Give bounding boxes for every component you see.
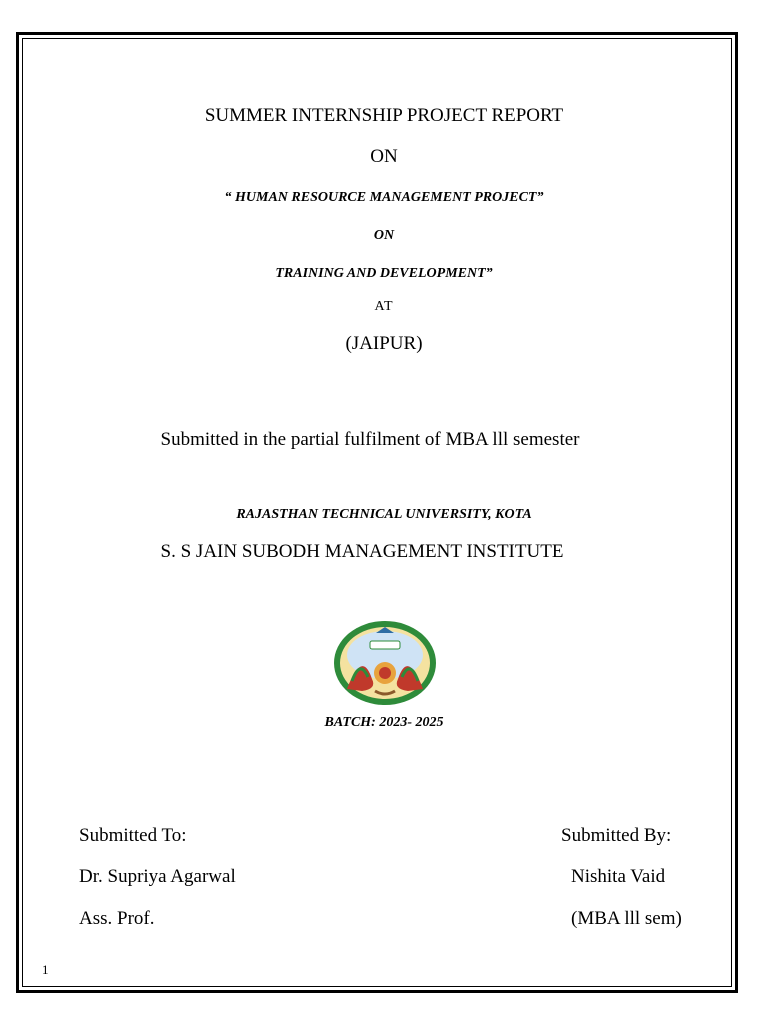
student-name: Nishita Vaid <box>571 866 666 887</box>
institute-name: S. S JAIN SUBODH MANAGEMENT INSTITUTE <box>160 541 564 562</box>
submitted-by-heading: Submitted By: <box>561 825 672 846</box>
batch-info: BATCH: 2023- 2025 <box>324 715 444 730</box>
city: (JAIPUR) <box>345 333 423 354</box>
supervisor-designation: Ass. Prof. <box>79 908 155 929</box>
on-label-1: ON <box>370 146 398 167</box>
university-name: RAJASTHAN TECHNICAL UNIVERSITY, KOTA <box>236 507 532 522</box>
page-number: 1 <box>42 962 49 977</box>
project-topic: TRAINING AND DEVELOPMENT” <box>275 266 493 281</box>
at-label: AT <box>374 299 394 314</box>
institute-emblem-icon <box>332 619 438 707</box>
submission-note: Submitted in the partial fulfilment of MBA lll semester <box>160 429 580 450</box>
report-title: SUMMER INTERNSHIP PROJECT REPORT <box>204 105 564 126</box>
on-label-2: ON <box>373 228 395 243</box>
project-title: “ HUMAN RESOURCE MANAGEMENT PROJECT” <box>224 190 544 205</box>
student-detail: (MBA lll sem) <box>571 908 682 929</box>
submitted-to-heading: Submitted To: <box>79 825 187 846</box>
supervisor-name: Dr. Supriya Agarwal <box>79 866 236 887</box>
